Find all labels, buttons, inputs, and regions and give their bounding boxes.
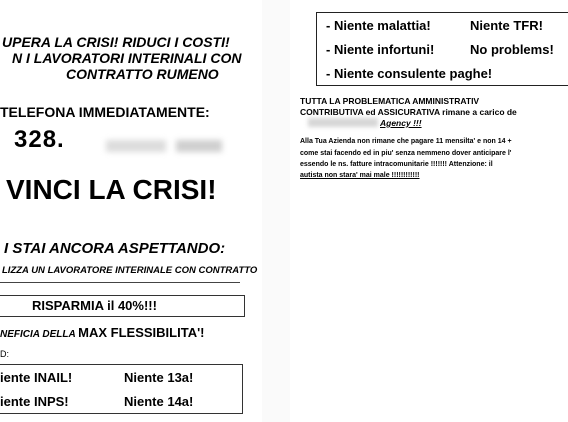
headline-line-1: UPERA LA CRISI! RIDUCI I COSTI! — [2, 34, 230, 50]
niente-infortuni: - Niente infortuni! — [326, 42, 435, 57]
headline-line-3: CONTRATTO RUMENO — [66, 66, 219, 82]
headline-line-2: N I LAVORATORI INTERINALI CON — [12, 50, 242, 66]
still-waiting-heading: I STAI ANCORA ASPETTANDO: — [4, 240, 226, 257]
savings-text: RISPARMIA il 40%!!! — [32, 298, 157, 313]
no-problems: No problems! — [470, 42, 554, 57]
right-flyer-page — [290, 0, 568, 422]
divider — [0, 282, 240, 283]
phone-number: 328. — [14, 126, 65, 153]
paragraph-2-line-3: essendo le ns. fatture intracomunitarie !!!!!!! Attenzione: il — [300, 161, 493, 168]
paragraph-1-line-1: TUTTA LA PROBLEMATICA AMMINISTRATIV — [300, 96, 480, 106]
redacted-phone-tail — [176, 140, 222, 152]
niente-inail: iente INAIL! — [0, 370, 73, 385]
redacted-phone-digits — [106, 140, 166, 152]
paragraph-2-line-2: come stai facendo ed in piu' senza nemmeno dover anticipare l' — [300, 150, 512, 157]
paragraph-2-line-4: autista non stara' mai male !!!!!!!!!!!! — [300, 172, 420, 179]
page-gutter — [262, 0, 290, 422]
call-now-label: TELEFONA IMMEDIATAMENTE: — [0, 104, 210, 120]
redacted-agency-name — [308, 118, 378, 127]
niente-consulente-paghe: - Niente consulente paghe! — [326, 66, 493, 81]
niente-malattia: - Niente malattia! — [326, 18, 431, 33]
flexibility-line: NEFICIA DELLA MAX FLESSIBILITA'! — [0, 325, 205, 340]
vinci-la-crisi-heading: VINCI LA CRISI! — [6, 174, 217, 205]
paragraph-2-line-1: Alla Tua Azienda non rimane che pagare 11 mensilta' e non 14 + — [300, 138, 512, 145]
niente-inps: iente INPS! — [0, 394, 69, 409]
niente-13a: Niente 13a! — [124, 370, 194, 385]
niente-14a: Niente 14a! — [124, 394, 194, 409]
paragraph-1-line-2: CONTRIBUTIVA ed ASSICURATIVA rimane a carico de — [300, 107, 517, 117]
left-flyer-page — [0, 0, 262, 422]
agency-label: Agency !!! — [380, 118, 422, 128]
colon-line: D: — [0, 349, 9, 359]
utilizza-line: LIZZA UN LAVORATORE INTERINALE CON CONTRATTO — [2, 265, 258, 276]
niente-tfr: Niente TFR! — [470, 18, 543, 33]
